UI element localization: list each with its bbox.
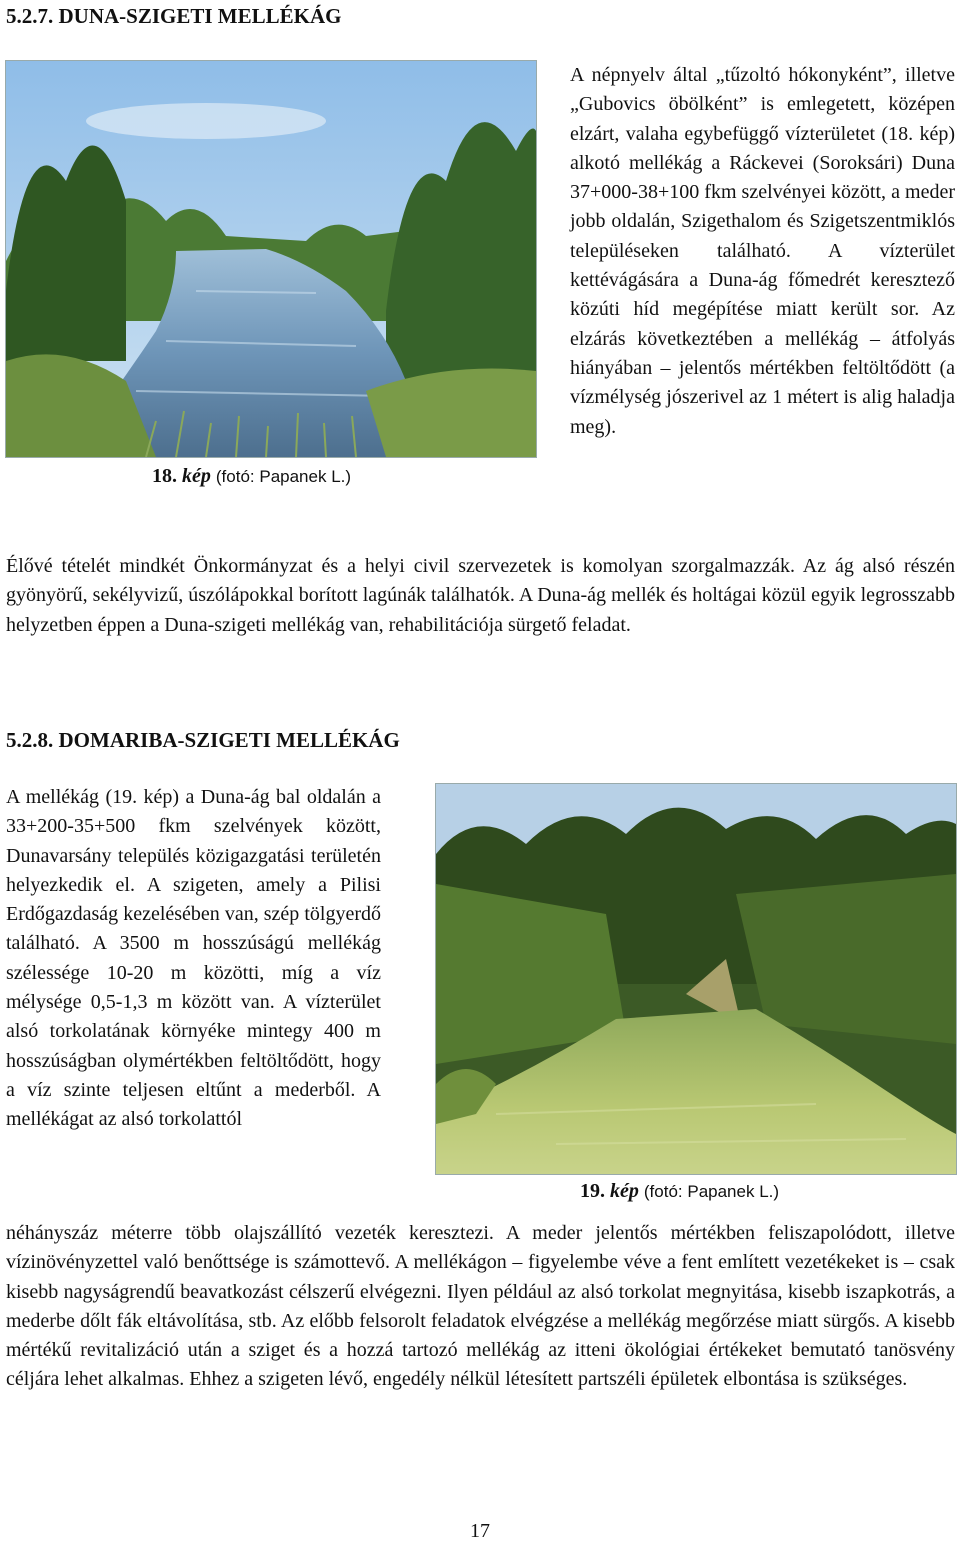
photo-18-river: [5, 60, 537, 458]
page-number: 17: [470, 1520, 490, 1542]
cloud: [86, 103, 326, 139]
photo-credit: (fotó: Papanek L.): [643, 1182, 780, 1201]
photo-credit: (fotó: Papanek L.): [215, 467, 352, 486]
photo-19-channel: [435, 783, 957, 1175]
river-landscape-illustration: [6, 61, 536, 457]
figure-number: 19.: [580, 1180, 605, 1202]
section1-full-paragraph: Élővé tételét mindkét Önkormányzat és a helyi civil szervezetek is komolyan szorgalmazzák. Az ág alsó részén gyönyörű, sekélyvizű, úszólápokkal borított lagúnák találhatók. A Duna-ág mellék és holtágai közül egyik legrosszabb helyzetben éppen a Duna-szigeti mellékág van, rehabilitációja sürgető feladat.: [6, 555, 955, 636]
section2-full-paragraph: néhányszáz méterre több olajszállító vezeték keresztezi. A meder jelentős mértékben feliszapolódott, illetve vízinövényzettel való benőttsége is számottevő. A mellékágon – figyelembe véve a fent említett vezetékeket is – csak kisebb nagyságrendű beavatkozást célszerű elvégezni. Ilyen például az alsó torkolat megnyitása, kisebb iszapkotrás, a mederbe dőlt fák eltávolítása, stb. Az előbb felsorolt feladatok elvégzése a mellékág megőrzése miatt sürgős. A kisebb mértékű revitalizáció után a sziget és a hozzá tartozó mellékág az itteni ökológiai értékeket bemutató tanösvény céljára lehet alkalmas. Ehhez a szigeten lévő, engedély nélkül létesített partszéli épületek elbontása is szükséges.: [6, 1222, 955, 1391]
section-heading-domariba-szigeti: 5.2.8. DOMARIBA-SZIGETI MELLÉKÁG: [6, 728, 400, 752]
channel-landscape-illustration: [436, 784, 956, 1174]
section-heading-duna-szigeti: 5.2.7. DUNA-SZIGETI MELLÉKÁG: [6, 4, 342, 28]
figure-18-caption: [152, 465, 351, 488]
section2-side-paragraph: A mellékág (19. kép) a Duna-ág bal oldalán a 33+200-35+500 fkm szelvények között, Dunavarsány település közigazgatási területén helyezkedik el. A szigeten, amely a Pilisi Erdőgazdaság kezelésében van, szép tölgyerdő található. A 3500 m hosszúságú mellékág szélessége 10-20 m közötti, míg a víz mélysége 0,5-1,3 m között van. A vízterület alsó torkolatának környéke mintegy 400 m hosszúságban olymértékben feltöltődött, hogy a víz szinte teljesen eltűnt a mederből. A mellékágat az alsó torkolattól: [6, 786, 381, 1131]
figure-label: kép: [182, 465, 211, 487]
figure-19-caption: [580, 1180, 779, 1203]
section1-side-paragraph: A népnyelv által „tűzoltó hókonyként”, illetve „Gubovics öbölként” is emlegetett, középen elzárt, valaha egybefüggő vízterületet (18. kép) alkotó mellékág a Ráckevei (Soroksári) Duna 37+000-38+100 fkm szelvényei között, a meder jobb oldalán, Szigethalom és Szigetszentmiklós településeken található. A vízterület kettévágására a Duna-ág főmedrét keresztező közúti híd megépítése miatt került sor. Az elzárás következtében a mellékág – átfolyás hiányában – jelentős mértékben feltöltődött (a vízmélység jószerivel az 1 métert is alig haladja meg).: [570, 64, 955, 438]
figure-label: kép: [610, 1180, 639, 1202]
figure-number: 18.: [152, 465, 177, 487]
